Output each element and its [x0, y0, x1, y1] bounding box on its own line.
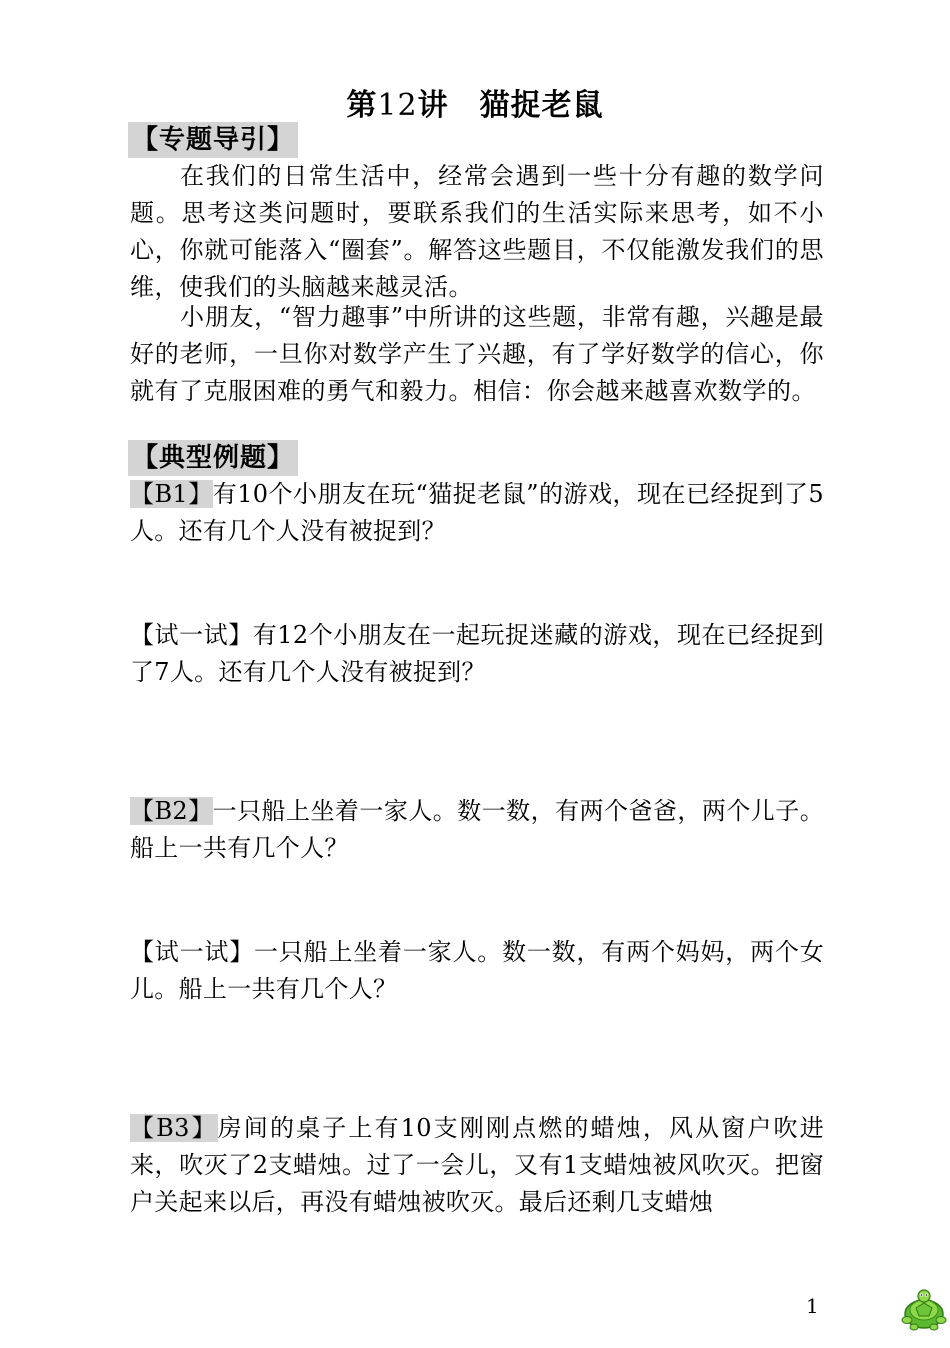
problem-b3: [130, 1110, 824, 1221]
turtle-icon: [900, 1288, 948, 1332]
title-suffix: 讲 猫捉老鼠: [417, 88, 604, 123]
section-heading-examples: 【典型例题】: [128, 440, 298, 476]
problem-b2: [130, 793, 824, 867]
title-number: 12: [377, 88, 418, 123]
problem-try-2: [130, 934, 824, 1008]
problem-tag: 【B1】: [130, 480, 213, 508]
problem-tag: 【试一试】: [130, 938, 255, 966]
section-heading-intro: 【专题导引】: [128, 122, 298, 158]
problem-tag: 【B3】: [130, 1114, 218, 1142]
title-prefix: 第: [346, 88, 378, 123]
problem-text: 房间的桌子上有10支刚刚点燃的蜡烛，风从窗户吹进来，吹灭了2支蜡烛。过了一会儿，又有1支蜡烛被风吹灭。把窗户关起来以后，再没有蜡烛被吹灭。最后还剩几支蜡烛: [130, 1114, 824, 1216]
problem-tag: 【B2】: [130, 797, 213, 825]
page-number: 1: [806, 1294, 819, 1318]
intro-paragraph-2: 小朋友，“智力趣事”中所讲的这些题，非常有趣，兴趣是最好的老师，一旦你对数学产生了兴趣，有了学好数学的信心，你就有了克服困难的勇气和毅力。相信：你会越来越喜欢数学的。: [130, 303, 824, 405]
problem-text: 有10个小朋友在玩“猫捉老鼠”的游戏，现在已经捉到了5人。还有几个人没有被捉到？: [130, 480, 825, 545]
problem-text: 一只船上坐着一家人。数一数，有两个爸爸，两个儿子。船上一共有几个人？: [130, 797, 825, 862]
problem-b1: [130, 476, 824, 550]
intro-paragraph-1: 在我们的日常生活中，经常会遇到一些十分有趣的数学问题。思考这类问题时，要联系我们的生活实际来思考，如不小心，你就可能落入“圈套”。解答这些题目，不仅能激发我们的思维，使我们的头脑越来越灵活。: [130, 162, 824, 301]
problem-tag: 【试一试】: [130, 621, 253, 649]
problem-text: 有12个小朋友在一起玩捉迷藏的游戏，现在已经捉到了7人。还有几个人没有被捉到？: [130, 621, 824, 686]
problem-text: 一只船上坐着一家人。数一数，有两个妈妈，两个女儿。船上一共有几个人？: [130, 938, 825, 1003]
problem-try-1: [130, 617, 824, 691]
